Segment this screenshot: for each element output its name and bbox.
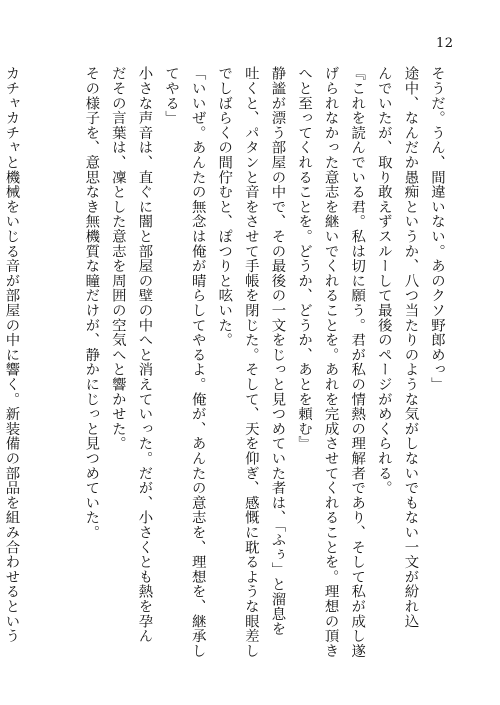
text-line: 小さな声音は、直ぐに闇と部屋の壁の中へと消えていった。だが、小さくとも熱を孕ん [136, 66, 153, 644]
text-line: 途中、なんだか愚痴というか、八つ当たりのような気がしないでもない一文が紛れ込 [402, 66, 419, 629]
body-text [0, 66, 450, 656]
text-line: てやる」 [163, 66, 180, 126]
text-line: 吐くと、パタンと音をさせて手帳を閉じた。そして、天を仰ぎ、感慨に耽るような眼差し [242, 66, 259, 658]
text-line: んでいたが、取り敢えずスルーして最後のページがめくられる。 [375, 66, 392, 496]
text-line: 『これを読んでいる君。私は切に願う。君が私の情熱の理解者であり、そして私が成し遂 [349, 66, 366, 658]
text-line: だその言葉は、凜とした意志を周囲の空気へと響かせた。 [109, 66, 126, 451]
blank-line [25, 66, 52, 656]
text-line: 「いいぜ。あんたの無念は俺が晴らしてやるよ。俺が、あんたの意志を、理想を、継承し [189, 66, 206, 658]
page-number: 12 [436, 36, 454, 51]
text-line: そうだ。うん、間違いない。あのクソ野郎めっ」 [429, 66, 445, 392]
text-line: 静謐が漂う部屋の中で、その最後の一文をじっと見つめていた者は、「ふぅ」と溜息を [269, 66, 286, 636]
blank-line [51, 66, 78, 656]
text-line: でしばらくの間佇むと、ぽつりと呟いた。 [216, 66, 233, 348]
text-line: その様子を、意思なき無機質な瞳だけが、静かにじっと見つめていた。 [83, 66, 100, 540]
text-line: げられなかった意志を継いでくれることを。あれを完成させてくれることを。理想の頂き [322, 66, 339, 658]
text-line: へと至ってくれることを。どうか、どうか、あとを頼む』 [296, 66, 313, 451]
text-line: カチャカチャと機械をいじる音が部屋の中に響く。新装備の部品を組み合わせるという [3, 66, 20, 644]
